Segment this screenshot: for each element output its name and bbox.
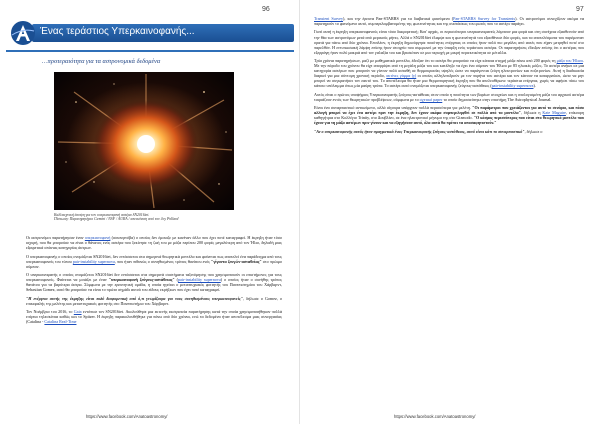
paragraph: Τον Νοέμβριο του 2016, το Gaia εντόπισε τον SN2016iet. Ακολούθησε μια εκτενής εκστρατεία παρατήρησης κατά την οποία χρησιμοποιήθηκαν πολλά επίγεια τηλεσκόπια καθώς και το Spitzer. Η έκρηξη παρακολουθήθηκε για πάνω από δύο χρόνια, ενώ τα δεδομένα ήταν αποτέλεσμα μιας συνεργασίας (Catalina - Catalina Real-Time <box>26 309 283 325</box>
link-pair-instability[interactable]: pair-instability supernova <box>72 258 115 264</box>
link-pair-instability-2[interactable]: pair-instability supernova <box>177 277 221 283</box>
title-rule <box>6 50 294 52</box>
caption-line-1: Καλλιτεχνική άποψη για τον υπερκαινοφανή αστέρα SN2016iet. <box>54 213 150 217</box>
paragraph: Οι αστρονόμοι παρατήρησαν έναν υπερκαινοφανή (σουπερνόβα) ο οποίος δεν έμοιαζε με κανέναν άλλο που έχει ποτέ καταγραφεί. Η έκρηξη ήταν τόσο ισχυρή, που θα μπορούσε να είναι ο θάνατος ενός αστέρα που ξεκίνησε τη ζωή του με μάζα περίπου 200 φορές μεγαλύτερη από τον Ήλιο, δηλαδή μιας εξαιρετικά σπάνιας κατηγορίας άστρων. <box>26 235 282 251</box>
link-pair-instability-3[interactable]: pair-instability supernova <box>491 83 534 89</box>
paragraph: Transient Survey), και την έρευνα Pan-STARRS για τα διαβατικά φαινόμενα (Pan-STARRS Survey for Transients). Οι αστρονόμοι συνεχίζουν ακόμα να παρατηρούν το φαινόμενο αυτό, συμπεριλαμβανομένης της φωτεινότητας και της συστάσεως του φωτός που το αστέρι παράγει. <box>314 16 584 27</box>
figure-caption <box>54 213 254 222</box>
paragraph: Αυτός είναι ο πρώτος υποψήφιος Υπερκαινοφανής ζεύγους-αστάθειας στον οποίο η ποσότητα των βαρέων στοιχείων και η υπολογισμένη μάζα του αρχικού αστέρα ταιριάζουν εντός των θεωρητικών προβλέψεων, σύμφωνα με το σχετικό paper το οποίο δημοσιεύτηκε στην επιστήμη The Astrophysical Journal. <box>314 91 584 102</box>
page-number-right: 97 <box>576 6 584 13</box>
caption-line-2: Πίστωση: Παρατηρητήριο Gemini / NSF / AURA / απεικόνιση από τον Joy Pollard <box>54 217 179 222</box>
link-supernova[interactable]: υπερκαινοφανή <box>84 235 111 240</box>
link-transient-survey[interactable]: Transient Survey <box>314 16 343 21</box>
paragraph: "Η ενέργεια αυτής της έκρηξης είναι πολύ διαφορετική από ό,τι γνωρίζουμε για τους συνηθισμένους υπερκαινοφανείς", δήλωσε ο Gomez, ο επικεφαλής της μελέτης και μεταπτυχιακός φοιτητής στο Πανεπιστήμιο του Χάρβαρντ. <box>26 295 283 306</box>
supernova-illustration <box>54 72 234 210</box>
link-catalina[interactable]: Catalina Real-Time <box>44 319 77 325</box>
paragraph: Τρία χρόνια παρατηρήσεων, μαζί με μαθηματικά μοντέλα, έδειξαν ότι το αστέρι θα μπορούσε να είχε κάποια στιγμή μάζα πάνω από 200 φορές τη μάζα του Ήλιου. Με την πάροδο του χρόνου θα είχε απορρίψει από τη μεγάλη μάζα του και κατέληξε να έχει ένα σύμπαν του Ήλιου με 85 ηλιακές μάζες. Το αστέρι ανήκει σε μια κατηγορία αστέρων που μπορούν να γίνουν πολύ ασταθή σε θερμοκρασίες υψηλές ώστε να παράγονται ζεύγη ηλεκτρονίων και ποζιτρονίων. Αυτή η διαδικασία διαρκεί για μια σύντομη χρονική περίοδο, ακτίνες γάμμα (γ) οι οποίες αλληλεπιδρούν με τον πυρήνα του αστέρα και τον κάνουν να καταρρεύσει, ώστε να μην μπορεί να συγκρατήσει τον εαυτό του. Το αποτέλεσμα θα ήταν μια θερμοπυρηνική έκρηξη που θα απελευθέρωνε τεράστια ενέργεια, χωρίς να αφήσει πίσω του κάποιο υπόλειμμα όπως μία μαύρη τρύπα. Το αστέρι αυτό ονομάζεται υπερκαινοφανής ζεύγους-αστάθειας (pair-instability supernova). <box>314 58 584 89</box>
paragraph: Είναι ένα συναρπαστικό αντικείμενο, αλλά σίγουρα υπάρχουν πολλά περισσότερα για μελέτη. "Οι παράμετροι που χρειάζονται για αυτό το σενάριο, και πόσο αλλαγή μπορεί να έχει ένα αστέρι πριν την έκρηξη, δεν έχουν ακόμα συμπεριληφθεί σε πολλά από τα μοντέλα", δήλωσε η Kate Maguire, επίκουρη καθηγήτρια στο Κολλέγιο Trinity, στο Δουβλίνο, σε ένα ηλεκτρονικό μήνυμα της στο Gizmodo. "Ο κόσμος περισσότερος που είναι στο θεωρητικό μοντέλο που έχουν για τη μάζα αστέρων πριν γίνουν και να εξηγήσουν αυτό, όλα αυτά θα πρέπει να αποσαφηνιστούν." <box>314 105 584 126</box>
paragraph: Ο υπερκαινοφανής ο οποίος ονομάζεται SN2016iet δεν εντάσσεται στα σημερινά συστήματα ταξινόμησης που χρησιμοποιούν οι επιστήμονες για τους υπερκαινοφανείς. Φαίνεται να μοιάζει με έναν "υπερκαινοφανή ζεύγους-αστάθειας" (pair-instability supernova) ο οποίος ήταν ο συνήθης τρόπος θανάτου για τα βαρύτερα άστρα. Σύμφωνα με την ερευνητική ομάδα, η οποία ηγείται ο μεταπτυχιακός φοιτητής του Πανεπιστημίου του Χάρβαρντ, Sebastian Gomez, αυτό θα μπορούσε να είναι το πρώτο σημάδι αυτού του είδους εκρήξεων που έχει ποτέ καταγραφεί. <box>26 272 283 293</box>
page-number-left: 96 <box>262 6 270 13</box>
left-body-column <box>26 235 282 328</box>
link-pan-starrs[interactable]: Pan-STARRS Survey for Transients <box>453 16 516 21</box>
link-solar-mass[interactable]: μάζα του Ήλιου <box>556 58 583 64</box>
link-gamma-rays[interactable]: ακτίνες γάμμα (γ) <box>386 73 417 79</box>
article-subtitle: …προτεραιότητα για τα αστρονομικά δεδομένα <box>42 58 161 65</box>
paragraph: Γιατί αυτή η έκρηξη υπερκαινοφανούς είναι τόσο διαφορετική; Κατ' αρχάς, οι περισσότεροι υπερκαινοφανείς λάμπουν μια φορά και στη συνέχεια εξασθενούν από την θέα των αστρονόμων μετά από μερικούς μήνες. Αλλά ο SN2016iet έλαμψε και η φωτεινότητά του εξασθένισε δύο φορές, και τα αποτελέσματα του παρέμειναν ορατά για πάνω από δύο χρόνια. Επιπλέον, η έκρηξη δημιούργησε ποσότητες ενέργειας οι οποίες ήταν πολύ πιο μεγάλες από αυτές που είχαν μετρηθεί ποτέ στο παρελθόν. Η εντυπωσιακή λάμψη επίσης ήταν στοιχείο που συμφωνεί με την ύπαρξη ενός τεράστιου αστέρα. Οι παρατηρήσεις έδειξαν επίσης ότι ο αστέρας που εξερράγη ήταν πολύ μακριά από τον γαλαξία του και βρισκόταν σε μια περιοχή με μικρή περιεκτικότητα σε μέταλλα. <box>314 29 584 55</box>
link-paper[interactable]: σχετικό paper <box>419 96 443 102</box>
footer-url-right[interactable]: https://www.facebook.com/Anatoastronomy/ <box>394 414 476 419</box>
astronomy-logo-a-icon <box>10 20 36 46</box>
title-band <box>6 20 294 54</box>
article-title: Ένας τεράστιος Υπερκαινοφανής... <box>40 26 195 37</box>
paragraph: "Αν ο υπερκαινοφανής αυτός ήταν πραγματικά ένας Υπερκαινοφανής ζεύγους-αστάθειας, αυτό είναι κάτι το συναρπαστικό", δήλωσε ο <box>314 128 543 134</box>
quote: "Η ενέργεια αυτής της έκρηξης είναι πολύ διαφορετική από ό,τι γνωρίζουμε για τους συνηθισμένους υπερκαινοφανείς" <box>26 295 243 301</box>
paragraph: Ο υπερκαινοφανής ο οποίος ονομάζεται SN2016iet, δεν εντάσσεται στα σημερινά θεωρητικά μοντέλα και φαίνεται πως αποτελεί ένα παράδειγμα από τους υπερκαινοφανείς του τύπου pair-instability supernova, που ήταν πιθανώς ο συνηθισμένος τρόπος θανάτου ενός "γίγαντα ζευγών-ασταθείας" στο πρώιμο σύμπαν. <box>26 253 283 269</box>
right-body-column <box>314 16 584 137</box>
link-gaia[interactable]: Gaia <box>73 309 82 315</box>
link-kate-maguire[interactable]: Kate Maguire <box>542 110 566 116</box>
footer-url-left[interactable]: https://www.facebook.com/Anatoastronomy/ <box>86 414 168 419</box>
right-page <box>300 0 600 424</box>
